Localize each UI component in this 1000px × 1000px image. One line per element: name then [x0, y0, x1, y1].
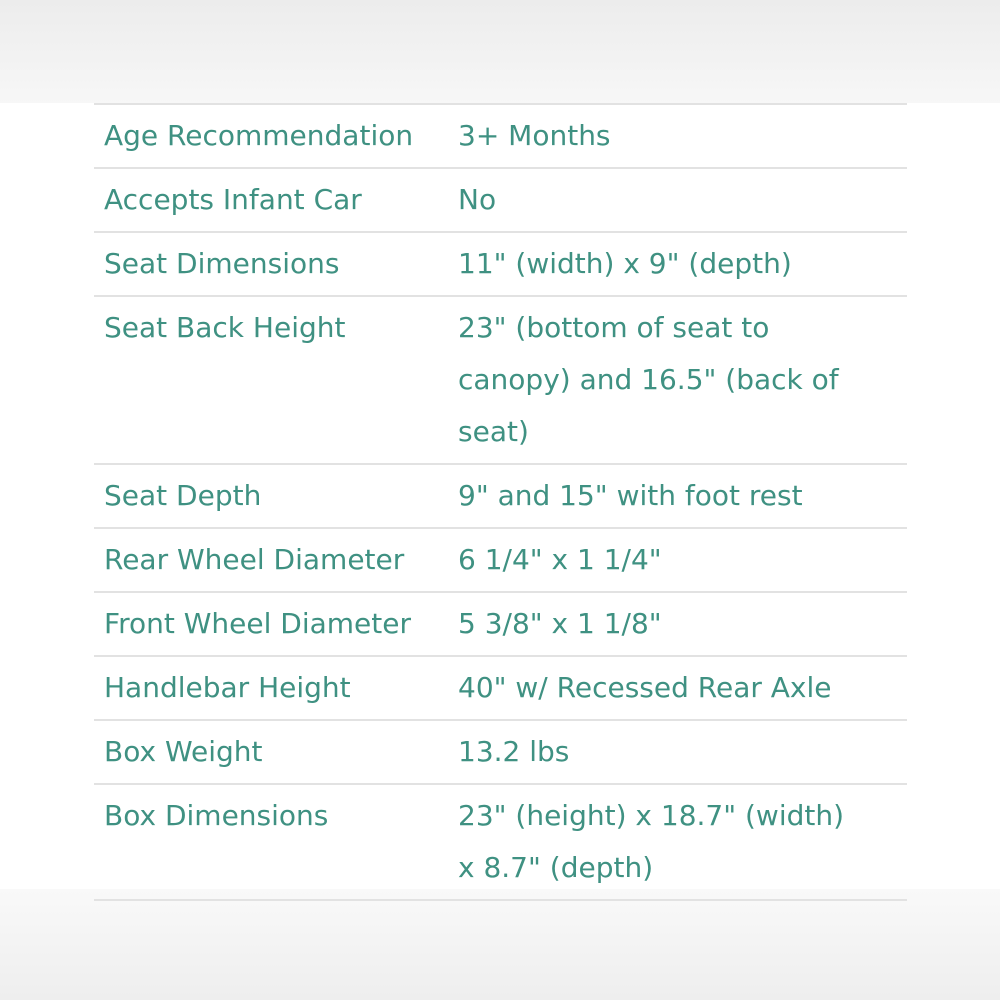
- spec-row-seat-back-height: [94, 297, 907, 465]
- spec-row-box-weight: [94, 721, 907, 785]
- spec-row-seat-dimensions: [94, 233, 907, 297]
- spec-label: Seat Back Height: [104, 311, 346, 344]
- spec-value: 13.2 lbs: [458, 735, 570, 768]
- spec-row-handlebar-height: [94, 657, 907, 721]
- spec-label: Box Dimensions: [104, 799, 329, 832]
- spec-label: Handlebar Height: [104, 671, 351, 704]
- spec-label: Age Recommendation: [104, 119, 414, 152]
- spec-value: 11" (width) x 9" (depth): [458, 247, 792, 280]
- spec-value: No: [458, 183, 497, 216]
- spec-label: Seat Depth: [104, 479, 262, 512]
- spec-label: Seat Dimensions: [104, 247, 340, 280]
- spec-row-rear-wheel-diameter: [94, 529, 907, 593]
- spec-value: 23" (height) x 18.7" (width) x 8.7" (depth): [458, 799, 845, 884]
- spec-row-accepts-infant-car: [94, 169, 907, 233]
- spec-value: 5 3/8" x 1 1/8": [458, 607, 662, 640]
- spec-label: Box Weight: [104, 735, 263, 768]
- spec-value: 40" w/ Recessed Rear Axle: [458, 671, 832, 704]
- spec-row-box-dimensions: [94, 785, 907, 901]
- spec-value: 9" and 15" with foot rest: [458, 479, 803, 512]
- spec-value: 3+ Months: [458, 119, 611, 152]
- spec-label: Rear Wheel Diameter: [104, 543, 405, 576]
- spec-table: [94, 103, 907, 901]
- top-backdrop: [0, 0, 1000, 104]
- spec-label: Accepts Infant Car: [104, 183, 362, 216]
- spec-row-age-recommendation: [94, 105, 907, 169]
- bottom-backdrop: [0, 889, 1000, 1000]
- spec-row-seat-depth: [94, 465, 907, 529]
- spec-value: 23" (bottom of seat to canopy) and 16.5" (back of seat): [458, 311, 839, 448]
- spec-value: 6 1/4" x 1 1/4": [458, 543, 662, 576]
- spec-row-front-wheel-diameter: [94, 593, 907, 657]
- spec-label: Front Wheel Diameter: [104, 607, 412, 640]
